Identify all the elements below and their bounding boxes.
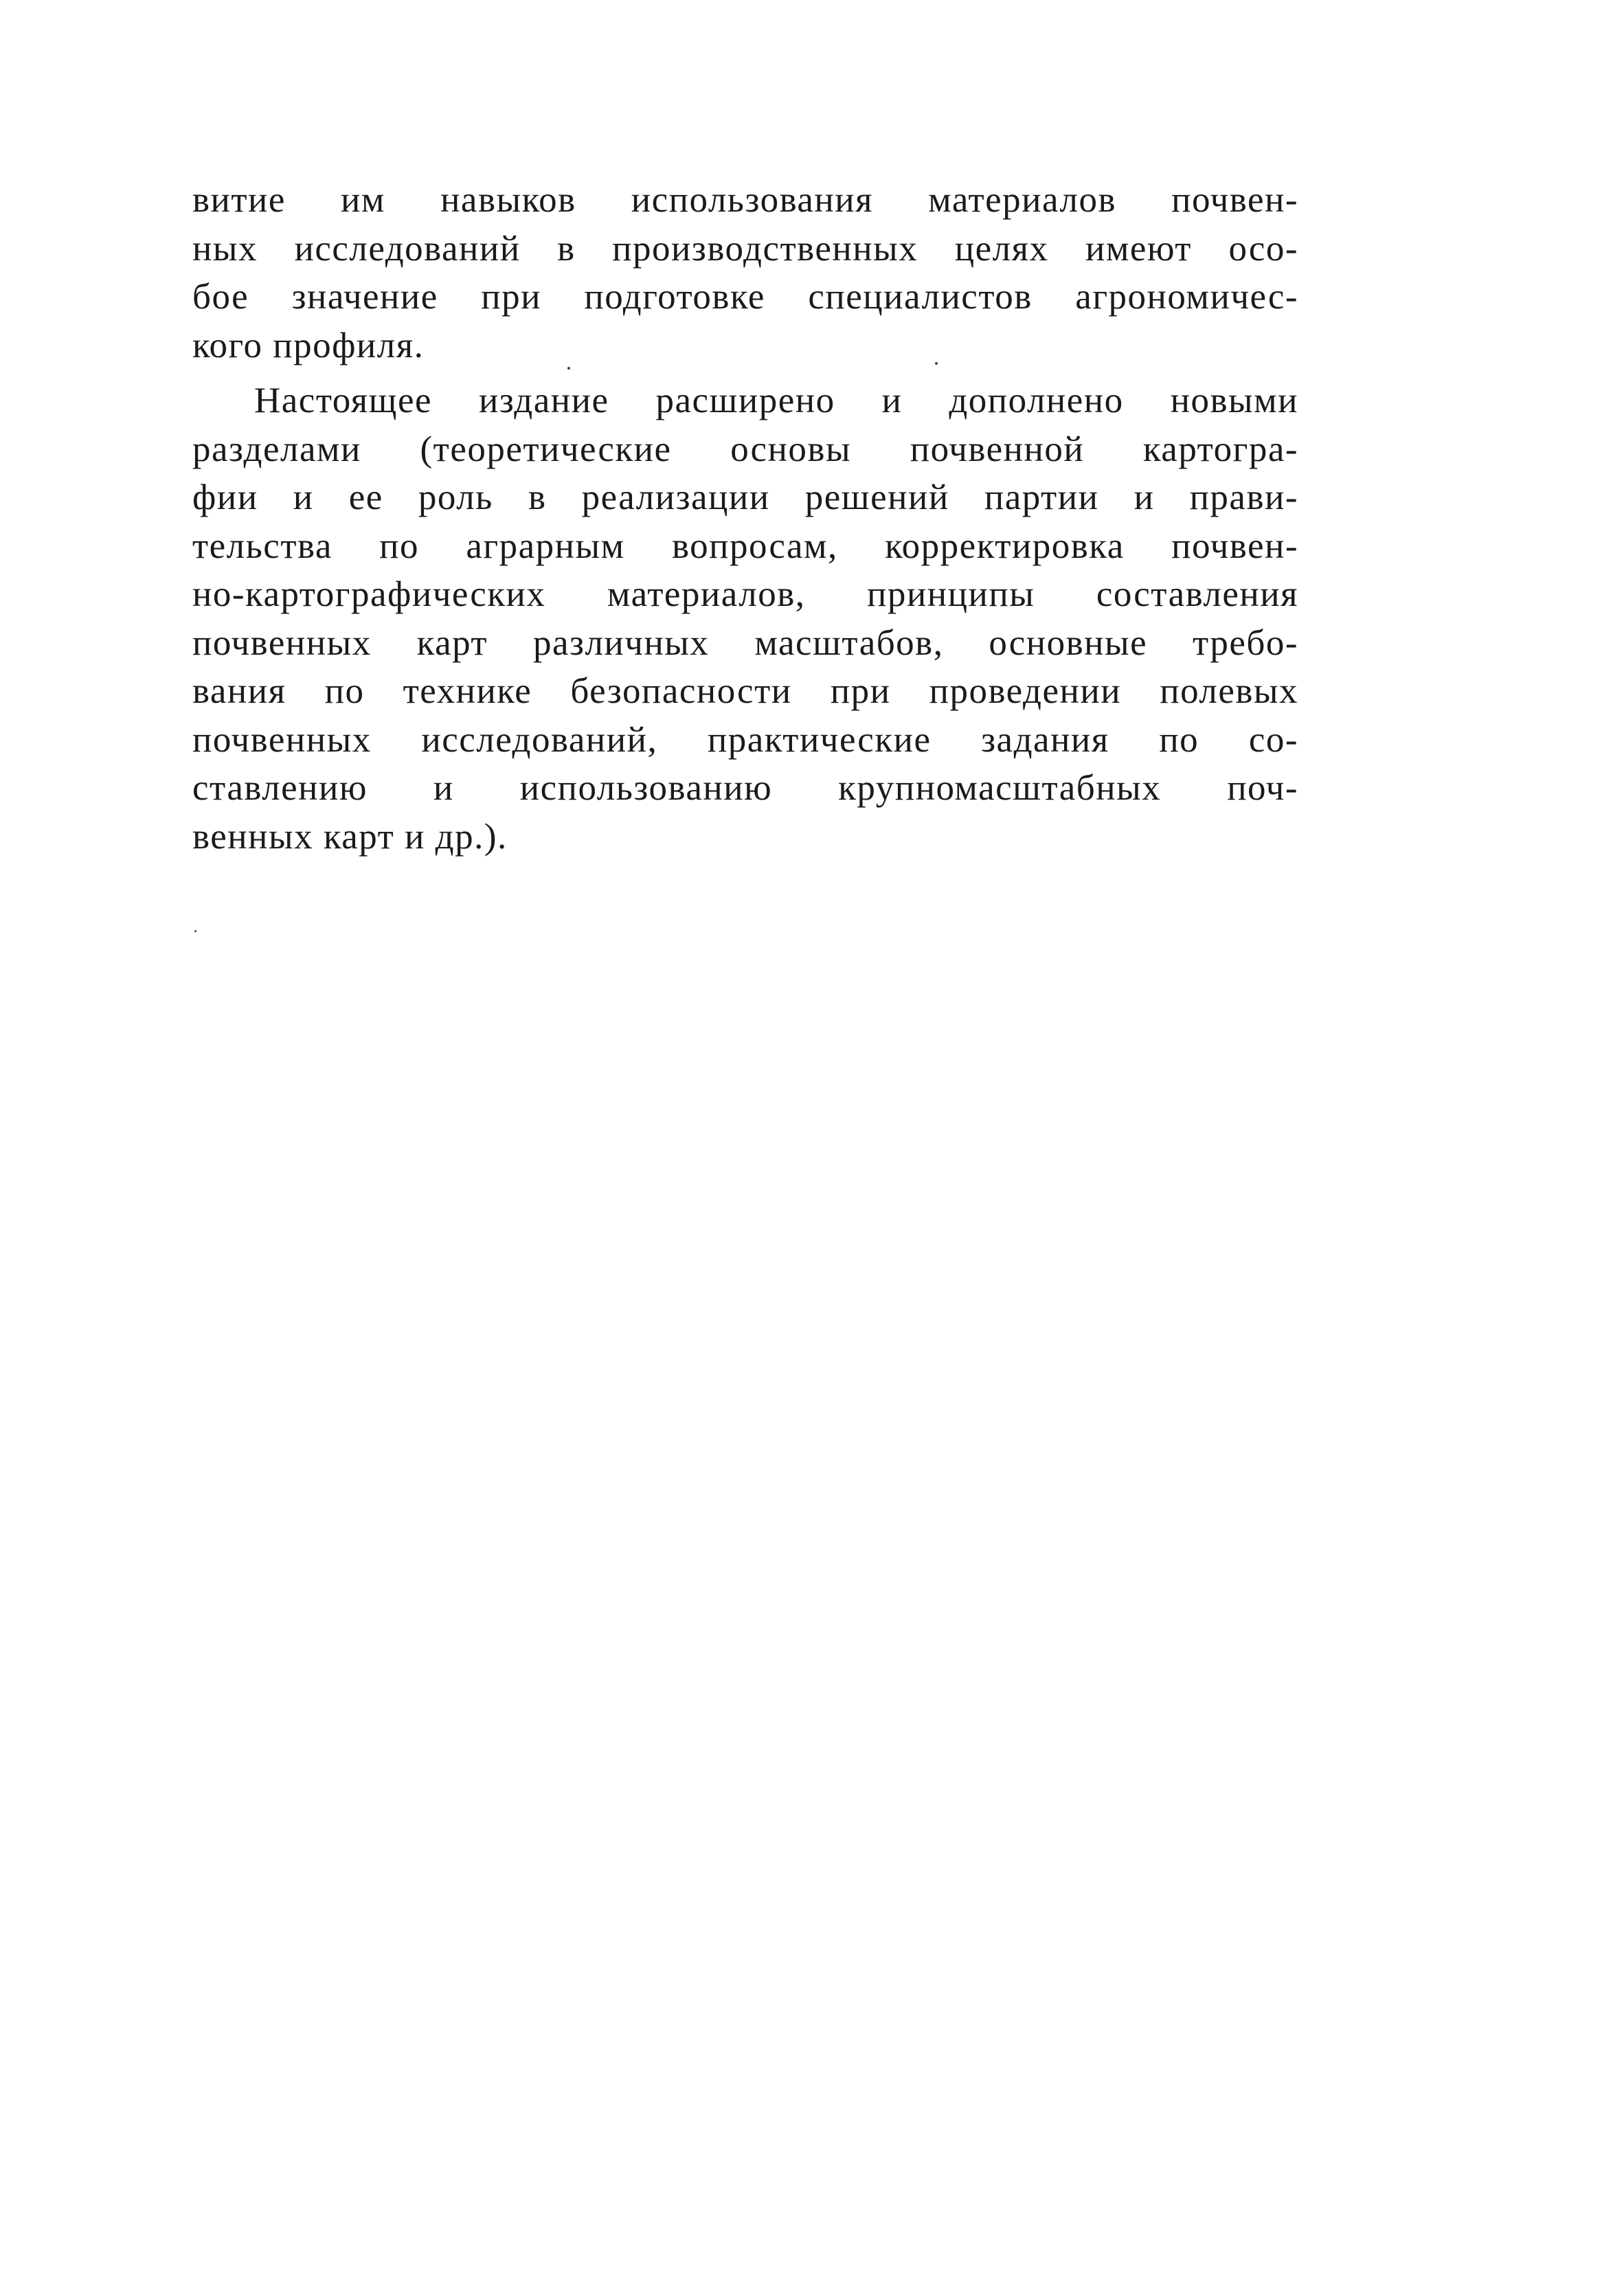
- paragraph-gap: [192, 370, 1298, 376]
- text-line: бое значение при подготовке специалистов агрономичес-: [192, 277, 1298, 317]
- text-line: ных исследований в производственных целях имеют осо-: [192, 228, 1298, 269]
- scan-speck: [194, 930, 196, 932]
- page-text: [192, 176, 1298, 861]
- text-line: кого профиля.: [192, 325, 425, 365]
- text-line: витие им навыков использования материалов почвен-: [192, 180, 1298, 220]
- text-line: ставлению и использованию крупномасштабных поч-: [192, 768, 1298, 808]
- text-line: вания по технике безопасности при проведении полевых: [192, 671, 1298, 711]
- scan-speck: [935, 362, 938, 365]
- text-line: венных карт и др.).: [192, 816, 508, 857]
- paragraph: [192, 176, 1298, 370]
- scan-speck: [567, 367, 570, 370]
- text-line: почвенных карт различных масштабов, основные требо-: [192, 622, 1298, 663]
- paragraph: [192, 376, 1298, 861]
- text-line: Настоящее издание расширено и дополнено новыми: [254, 381, 1298, 420]
- text-line: разделами (теоретические основы почвенной картогра-: [192, 429, 1298, 469]
- text-line: но-картографических материалов, принципы составления: [192, 574, 1298, 614]
- text-line: тельства по аграрным вопросам, корректировка почвен-: [192, 526, 1298, 566]
- text-line: фии и ее роль в реализации решений партии и прави-: [192, 477, 1298, 517]
- text-line: почвенных исследований, практические задания по со-: [192, 719, 1298, 760]
